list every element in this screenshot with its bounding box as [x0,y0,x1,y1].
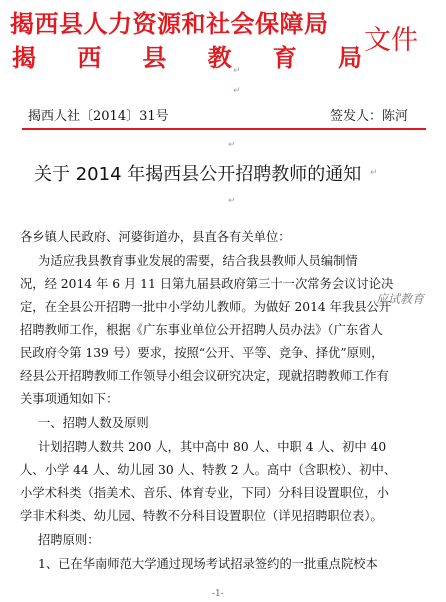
body-line: 人、小学 44 人、幼儿园 30 人、特教 2 人。高中（含职校）、初中、 [20,463,397,477]
paragraph-mark-icon: ↵ [233,86,241,96]
page-number: -1- [212,589,224,599]
paragraph-mark-icon: ↵ [233,66,241,76]
body-line: 招聘教师工作，根据《广东事业单位公开招聘人员办法》（广东省人 [20,323,383,337]
paragraph-mark-icon: ↵ [370,168,378,178]
body-line: 计划招聘人数共 200 人，其中高中 80 人、中职 4 人、初中 40 [38,440,387,454]
red-divider [22,128,426,130]
issuer-line-2 [12,38,362,73]
paragraph-mark-icon: ↵ [228,196,236,206]
salutation: 各乡镇人民政府、河婆街道办，县直各有关单位： [20,230,291,244]
issuer-line-2-char: 局 [337,44,362,72]
issuer-line-2-char: 育 [272,44,297,72]
issuer-line-2-char: 县 [142,44,167,72]
body-line: 民政府令第 139 号）要求，按照“公开、平等、竞争、择优”原则， [20,346,384,360]
issuer-line-1: 揭西县人力资源和社会保障局 [10,10,329,38]
document-label: 文件 [364,25,418,56]
watermark: 应试教育 [376,292,425,306]
issuer-line-2-char: 西 [77,44,102,72]
body-line: 为适应我县教育事业发展的需要，结合我县教师人员编制情 [38,254,358,268]
document-number: 揭西人社〔2014〕31号 [28,109,169,124]
body-line: 小学术科类（指美术、音乐、体育专业，下同）分科目设置职位，小 [20,486,389,500]
body-line: 况，经 2014 年 6 月 11 日第九届县政府第三十一次常务会议讨论决 [20,277,394,291]
body-line: 经县公开招聘教师工作领导小组会议研究决定，现就招聘教师工作有 [20,369,389,383]
body-line: 定，在全县公开招聘一批中小学幼儿教师。为做好 2014 年我县公开 [20,300,392,314]
section-heading: 一、招聘人数及原则 [38,416,149,430]
principle-label: 招聘原则： [38,533,100,547]
body-line: 1、已在华南师范大学通过现场考试招录签约的一批重点院校本 [38,557,378,571]
issuer-line-2-char: 教 [207,44,232,72]
document-title: 关于 2014 年揭西县公开招聘教师的通知 [34,164,362,185]
body-line: 学非术科类、幼儿园、特教不分科目设置职位（详见招聘职位表）。 [20,509,383,523]
signer: 签发人：陈河 [330,109,409,124]
paragraph-mark-icon: ↵ [228,140,236,150]
body-line: 关事项通知如下： [20,392,119,406]
issuer-line-2-char: 揭 [12,44,36,72]
